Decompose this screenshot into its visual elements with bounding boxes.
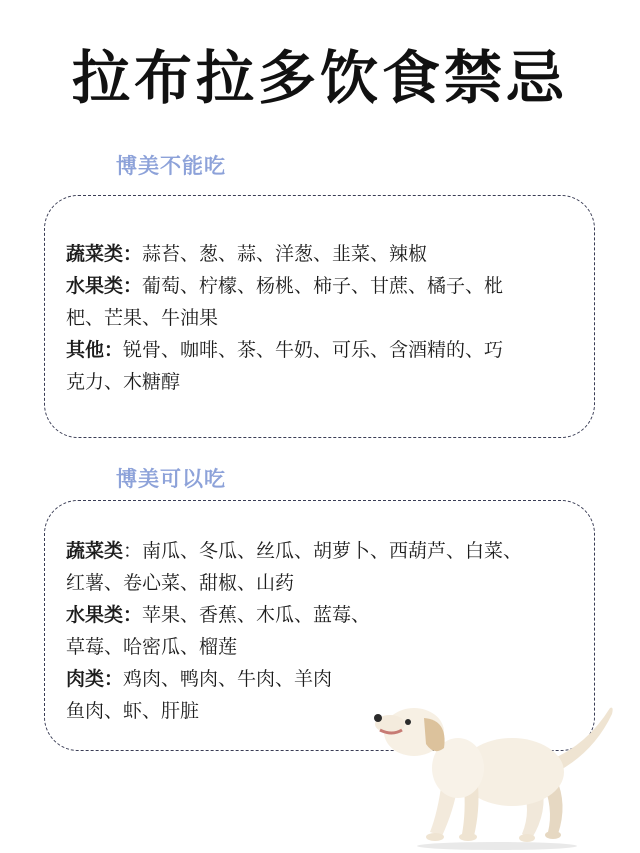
list-item: [66, 663, 576, 695]
food-items: 鸡肉、鸭肉、牛肉、羊肉: [123, 668, 333, 690]
food-items: ：南瓜、冬瓜、丝瓜、胡萝卜、西葫芦、白菜、: [123, 540, 523, 562]
list-item: [66, 366, 576, 398]
list-item: [66, 599, 576, 631]
food-items: 克力、木糖醇: [66, 371, 181, 393]
page-title: 拉布拉多饮食禁忌: [71, 44, 568, 112]
puppy-illustration-icon: [372, 700, 622, 850]
list-item: [66, 567, 576, 599]
cannot-eat-heading: 博美不能吃: [116, 154, 226, 178]
list-item: [66, 631, 576, 663]
list-item: [66, 535, 576, 567]
food-items: 鱼肉、虾、肝脏: [66, 700, 200, 722]
food-items: 杷、芒果、牛油果: [66, 307, 219, 329]
food-items: 锐骨、咖啡、茶、牛奶、可乐、含酒精的、巧: [123, 339, 504, 361]
category-label: 水果类：: [66, 275, 143, 297]
food-items: 苹果、香蕉、木瓜、蓝莓、: [142, 604, 371, 626]
can-eat-list: [66, 535, 576, 727]
food-items: 葡萄、柠檬、杨桃、柿子、甘蔗、橘子、枇: [142, 275, 504, 297]
list-item: [66, 238, 576, 270]
list-item: [66, 270, 576, 302]
food-items: 红薯、卷心菜、甜椒、山药: [66, 572, 295, 594]
food-items: 草莓、哈密瓜、榴莲: [66, 636, 238, 658]
food-items: 蒜苔、葱、蒜、洋葱、韭菜、辣椒: [142, 243, 428, 265]
list-item: [66, 302, 576, 334]
category-label: 肉类：: [66, 668, 124, 690]
cannot-eat-list: [66, 238, 576, 398]
can-eat-heading: 博美可以吃: [116, 467, 226, 491]
category-label: 蔬菜类: [66, 540, 124, 562]
list-item: [66, 334, 576, 366]
category-label: 其他：: [66, 339, 124, 361]
category-label: 蔬菜类：: [66, 243, 143, 265]
cannot-eat-card: [44, 195, 595, 438]
category-label: 水果类：: [66, 604, 143, 626]
